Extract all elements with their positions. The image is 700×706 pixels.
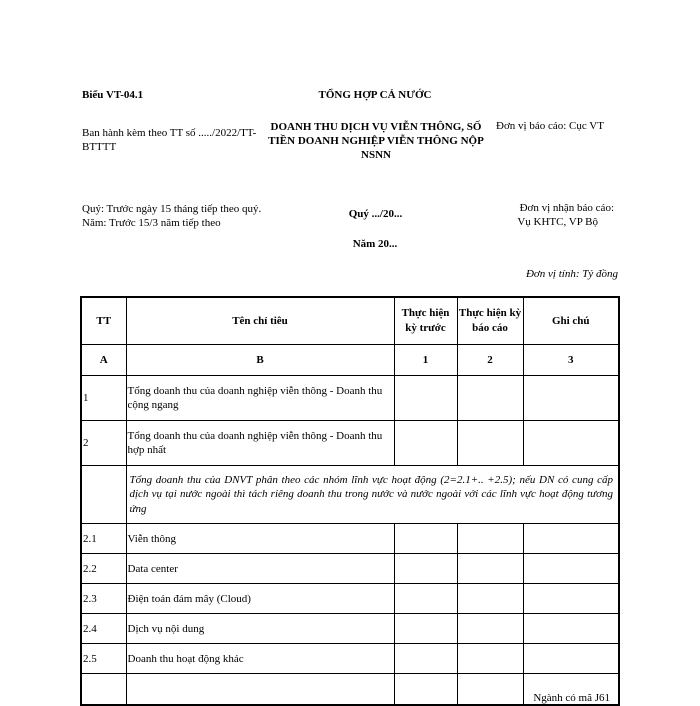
receiving-unit-label: Đơn vị nhận báo cáo: bbox=[519, 202, 614, 214]
year-label: Năm 20... bbox=[352, 238, 398, 250]
table-row bbox=[81, 376, 619, 421]
index-cell: B bbox=[126, 345, 394, 376]
row-tt bbox=[81, 674, 126, 706]
index-cell: A bbox=[81, 345, 126, 376]
row-note bbox=[523, 376, 619, 421]
header-previous-period: Thực hiện kỳ trước bbox=[394, 297, 457, 345]
table-index-row bbox=[81, 345, 619, 376]
quarter-label: Quý .../20... bbox=[348, 208, 403, 220]
row-curr-value bbox=[457, 674, 523, 706]
row-tt: 2.1 bbox=[81, 524, 126, 554]
receiving-unit-value: Vụ KHTC, VP Bộ bbox=[517, 216, 598, 228]
row-curr-value bbox=[457, 584, 523, 614]
header-indicator-name: Tên chỉ tiêu bbox=[126, 297, 394, 345]
row-prev-value bbox=[394, 614, 457, 644]
row-curr-value bbox=[457, 644, 523, 674]
row-note bbox=[523, 644, 619, 674]
group-description: Tổng doanh thu của DNVT phân theo các nhóm lĩnh vực hoạt động (2=2.1+.. +2.5); nếu DN có cung cấp dịch vụ tại nước ngoài thì tách riêng doanh thu trong nước và nước ngoài với các lĩnh vực hoạt động tương ứng bbox=[126, 466, 619, 524]
row-name: Viễn thông bbox=[126, 524, 394, 554]
table-row bbox=[81, 584, 619, 614]
row-tt: 2.5 bbox=[81, 644, 126, 674]
row-tt: 2 bbox=[81, 421, 126, 466]
row-note: Ngành có mã J61 bbox=[523, 674, 619, 706]
row-name: Điện toán đám mây (Cloud) bbox=[126, 584, 394, 614]
row-name: Data center bbox=[126, 554, 394, 584]
table-row bbox=[81, 554, 619, 584]
table-row bbox=[81, 674, 619, 706]
index-cell: 1 bbox=[394, 345, 457, 376]
row-prev-value bbox=[394, 584, 457, 614]
row-name: Doanh thu hoạt động khác bbox=[126, 644, 394, 674]
unit-of-measure: Đơn vị tính: Tỷ đồng bbox=[525, 268, 618, 280]
table-row bbox=[81, 421, 619, 466]
reporting-unit: Đơn vị báo cáo: Cục VT bbox=[496, 120, 604, 132]
deadline-text: Quý: Trước ngày 15 tháng tiếp theo quý. Năm: Trước 15/3 năm tiếp theo bbox=[82, 203, 262, 229]
row-prev-value bbox=[394, 554, 457, 584]
report-title: TỔNG HỢP CẢ NƯỚC bbox=[318, 89, 432, 101]
report-subtitle: DOANH THU DỊCH VỤ VIỄN THÔNG, SỐ TIỀN DOANH NGHIỆP VIỄN THÔNG NỘP NSNN bbox=[268, 121, 484, 161]
row-name: Tổng doanh thu của doanh nghiệp viễn thông - Doanh thu hợp nhất bbox=[126, 421, 394, 466]
index-cell: 2 bbox=[457, 345, 523, 376]
row-curr-value bbox=[457, 554, 523, 584]
row-note bbox=[523, 614, 619, 644]
row-tt: 1 bbox=[81, 376, 126, 421]
row-name bbox=[126, 674, 394, 706]
row-note bbox=[523, 421, 619, 466]
table-row bbox=[81, 644, 619, 674]
report-table bbox=[80, 296, 620, 706]
table-row bbox=[81, 524, 619, 554]
row-note bbox=[523, 524, 619, 554]
row-curr-value bbox=[457, 524, 523, 554]
index-cell: 3 bbox=[523, 345, 619, 376]
header-note: Ghi chú bbox=[523, 297, 619, 345]
row-tt bbox=[81, 466, 126, 524]
table-header-row bbox=[81, 297, 619, 345]
row-name: Tổng doanh thu của doanh nghiệp viễn thông - Doanh thu cộng ngang bbox=[126, 376, 394, 421]
row-name: Dịch vụ nội dung bbox=[126, 614, 394, 644]
issued-with-text: Ban hành kèm theo TT số ...../2022/TT-BTTTT bbox=[82, 127, 257, 153]
row-tt: 2.3 bbox=[81, 584, 126, 614]
row-prev-value bbox=[394, 644, 457, 674]
row-curr-value bbox=[457, 376, 523, 421]
row-note bbox=[523, 584, 619, 614]
header-reporting-period: Thực hiện kỳ báo cáo bbox=[457, 297, 523, 345]
row-curr-value bbox=[457, 421, 523, 466]
table-row bbox=[81, 614, 619, 644]
row-curr-value bbox=[457, 614, 523, 644]
row-tt: 2.4 bbox=[81, 614, 126, 644]
row-tt: 2.2 bbox=[81, 554, 126, 584]
table-group-row bbox=[81, 466, 619, 524]
row-prev-value bbox=[394, 421, 457, 466]
row-prev-value bbox=[394, 376, 457, 421]
row-note bbox=[523, 554, 619, 584]
header-tt: TT bbox=[81, 297, 126, 345]
form-code: Biểu VT-04.1 bbox=[82, 89, 144, 101]
row-prev-value bbox=[394, 674, 457, 706]
row-prev-value bbox=[394, 524, 457, 554]
